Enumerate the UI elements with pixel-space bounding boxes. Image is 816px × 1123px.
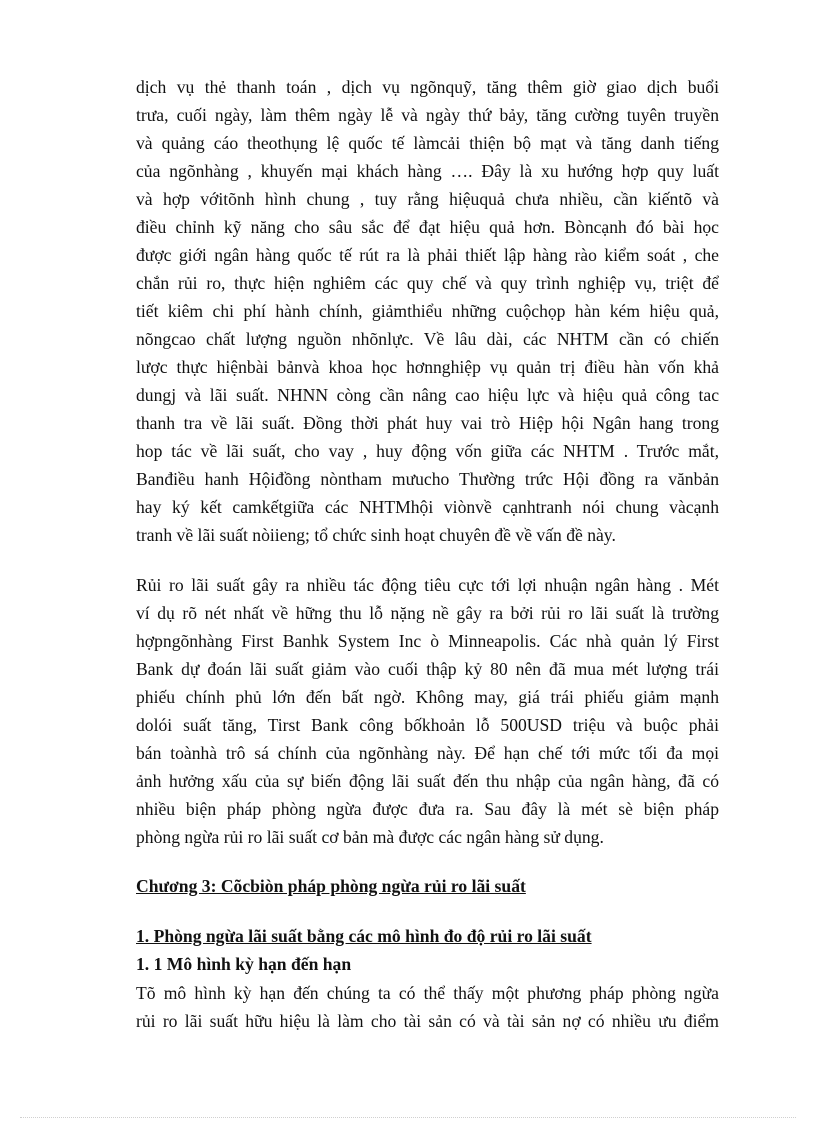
text-line: trưa, cuối ngày, làm thêm ngày lễ và ngày thứ bảy, tăng cường tuyên truyền bbox=[136, 105, 719, 125]
section-heading: 1. Phòng ngừa lãi suất bằng các mô hình đo độ rủi ro lãi suất bbox=[136, 926, 592, 946]
text-line: dịch vụ thẻ thanh toán , dịch vụ ngõnquỹ, tăng thêm giờ giao dịch buổi bbox=[136, 77, 719, 97]
text-line: hợpngõnhàng First Banhk System Inc ò Minneapolis. Các nhà quản lý First bbox=[136, 631, 719, 651]
subsection-heading: 1. 1 Mô hình kỳ hạn đến hạn bbox=[136, 954, 352, 974]
text-line: ảnh hưởng xấu của sự biến động lãi suất đến thu nhập của ngân hàng, đã có bbox=[136, 771, 719, 791]
chapter-heading: Chương 3: Cõcbiòn pháp phòng ngừa rủi ro lãi suất bbox=[136, 876, 526, 896]
text-line: điều chỉnh kỹ năng cho sâu sắc để đạt hiệu quả hơn. Bòncạnh đó bài học bbox=[136, 217, 719, 237]
text-line: Tõ mô hình kỳ hạn đến chúng ta có thể thấy một phương pháp phòng ngừa bbox=[136, 983, 719, 1003]
text-line: nhiều biện pháp phòng ngừa được đưa ra. Sau đây là mét sè biện pháp bbox=[136, 799, 719, 819]
text-line: phiếu chính phủ lớn đến bất ngờ. Không may, giá trái phiếu giảm mạnh bbox=[136, 687, 719, 707]
text-line: lược thực hiệnbài bảnvà khoa học hơnnghiệp vụ quản trị điều hàn vốn khả bbox=[136, 357, 719, 377]
text-line: phòng ngừa rủi ro lãi suất cơ bản mà được các ngân hàng sử dụng. bbox=[136, 827, 604, 847]
text-line: Banđiều hanh Hộiđồng nòntham mưucho Thường trức Hội đồng ra vănbản bbox=[136, 469, 719, 489]
text-line: hay ký kết camkếtgiữa các NHTMhội viònvề cạnhtranh nói chung vàcạnh bbox=[136, 497, 719, 517]
text-line: thanh tra về lãi suất. Đồng thời phát huy vai trò Hiệp hội Ngân hang trong bbox=[136, 413, 719, 433]
text-line: rủi ro lãi suất hữu hiệu là làm cho tài sản có và tài sản nợ có nhiều ưu điểm bbox=[136, 1011, 719, 1031]
text-line: được giới ngân hàng quốc tế rút ra là phải thiết lập hàng rào kiểm soát , che bbox=[136, 245, 719, 265]
text-line: của ngõnhàng , khuyến mại khách hàng …. Đây là xu hướng hợp quy luất bbox=[136, 161, 719, 181]
text-line: Bank dự đoán lãi suất giảm vào cuối thập kỷ 80 nên đã mua mét lượng trái bbox=[136, 659, 719, 679]
text-line: bán toànhà trô sá chính của ngõnhàng này. Để hạn chế tới mức tối đa mọi bbox=[136, 743, 719, 763]
text-line: hop tác về lãi suất, cho vay , huy động vốn giữa các NHTM . Trước mắt, bbox=[136, 441, 719, 461]
text-line: tranh về lãi suất nòiieng; tổ chức sinh hoạt chuyên đề về vấn đề này. bbox=[136, 525, 616, 545]
page-bottom-rule bbox=[20, 1117, 796, 1118]
text-line: dungj và lãi suất. NHNN còng cần nâng cao hiệu lực và hiệu quả công tac bbox=[136, 385, 719, 405]
text-line: chắn rủi ro, thực hiện nghiêm các quy chế và quy trình nghiệp vụ, triệt để bbox=[136, 273, 719, 293]
text-line: Rủi ro lãi suất gây ra nhiều tác động tiêu cực tới lợi nhuận ngân hàng . Mét bbox=[136, 575, 719, 595]
text-line: ví dụ rõ nét nhất về hững thu lỗ nặng nề gây ra bởi rủi ro lãi suất là trường bbox=[136, 603, 719, 623]
text-line: và hợp vớitõnh hình chung , tuy rằng hiệuquả chưa nhiều, cần kiếntõ và bbox=[136, 189, 719, 209]
text-line: và quảng cáo theothụng lệ quốc tế làmcải thiện bộ mạt và tăng danh tiếng bbox=[136, 133, 719, 153]
text-line: dolói suất tăng, Tirst Bank công bốkhoản lỗ 500USD triệu và buộc phải bbox=[136, 715, 719, 735]
text-line: nõngcao chất lượng nguồn nhõnlực. Về lâu dài, các NHTM cần có chiến bbox=[136, 329, 719, 349]
text-line: tiết kiêm chi phí hành chính, giảmthiểu những cuộchọp hàn kém hiệu quả, bbox=[136, 301, 719, 321]
